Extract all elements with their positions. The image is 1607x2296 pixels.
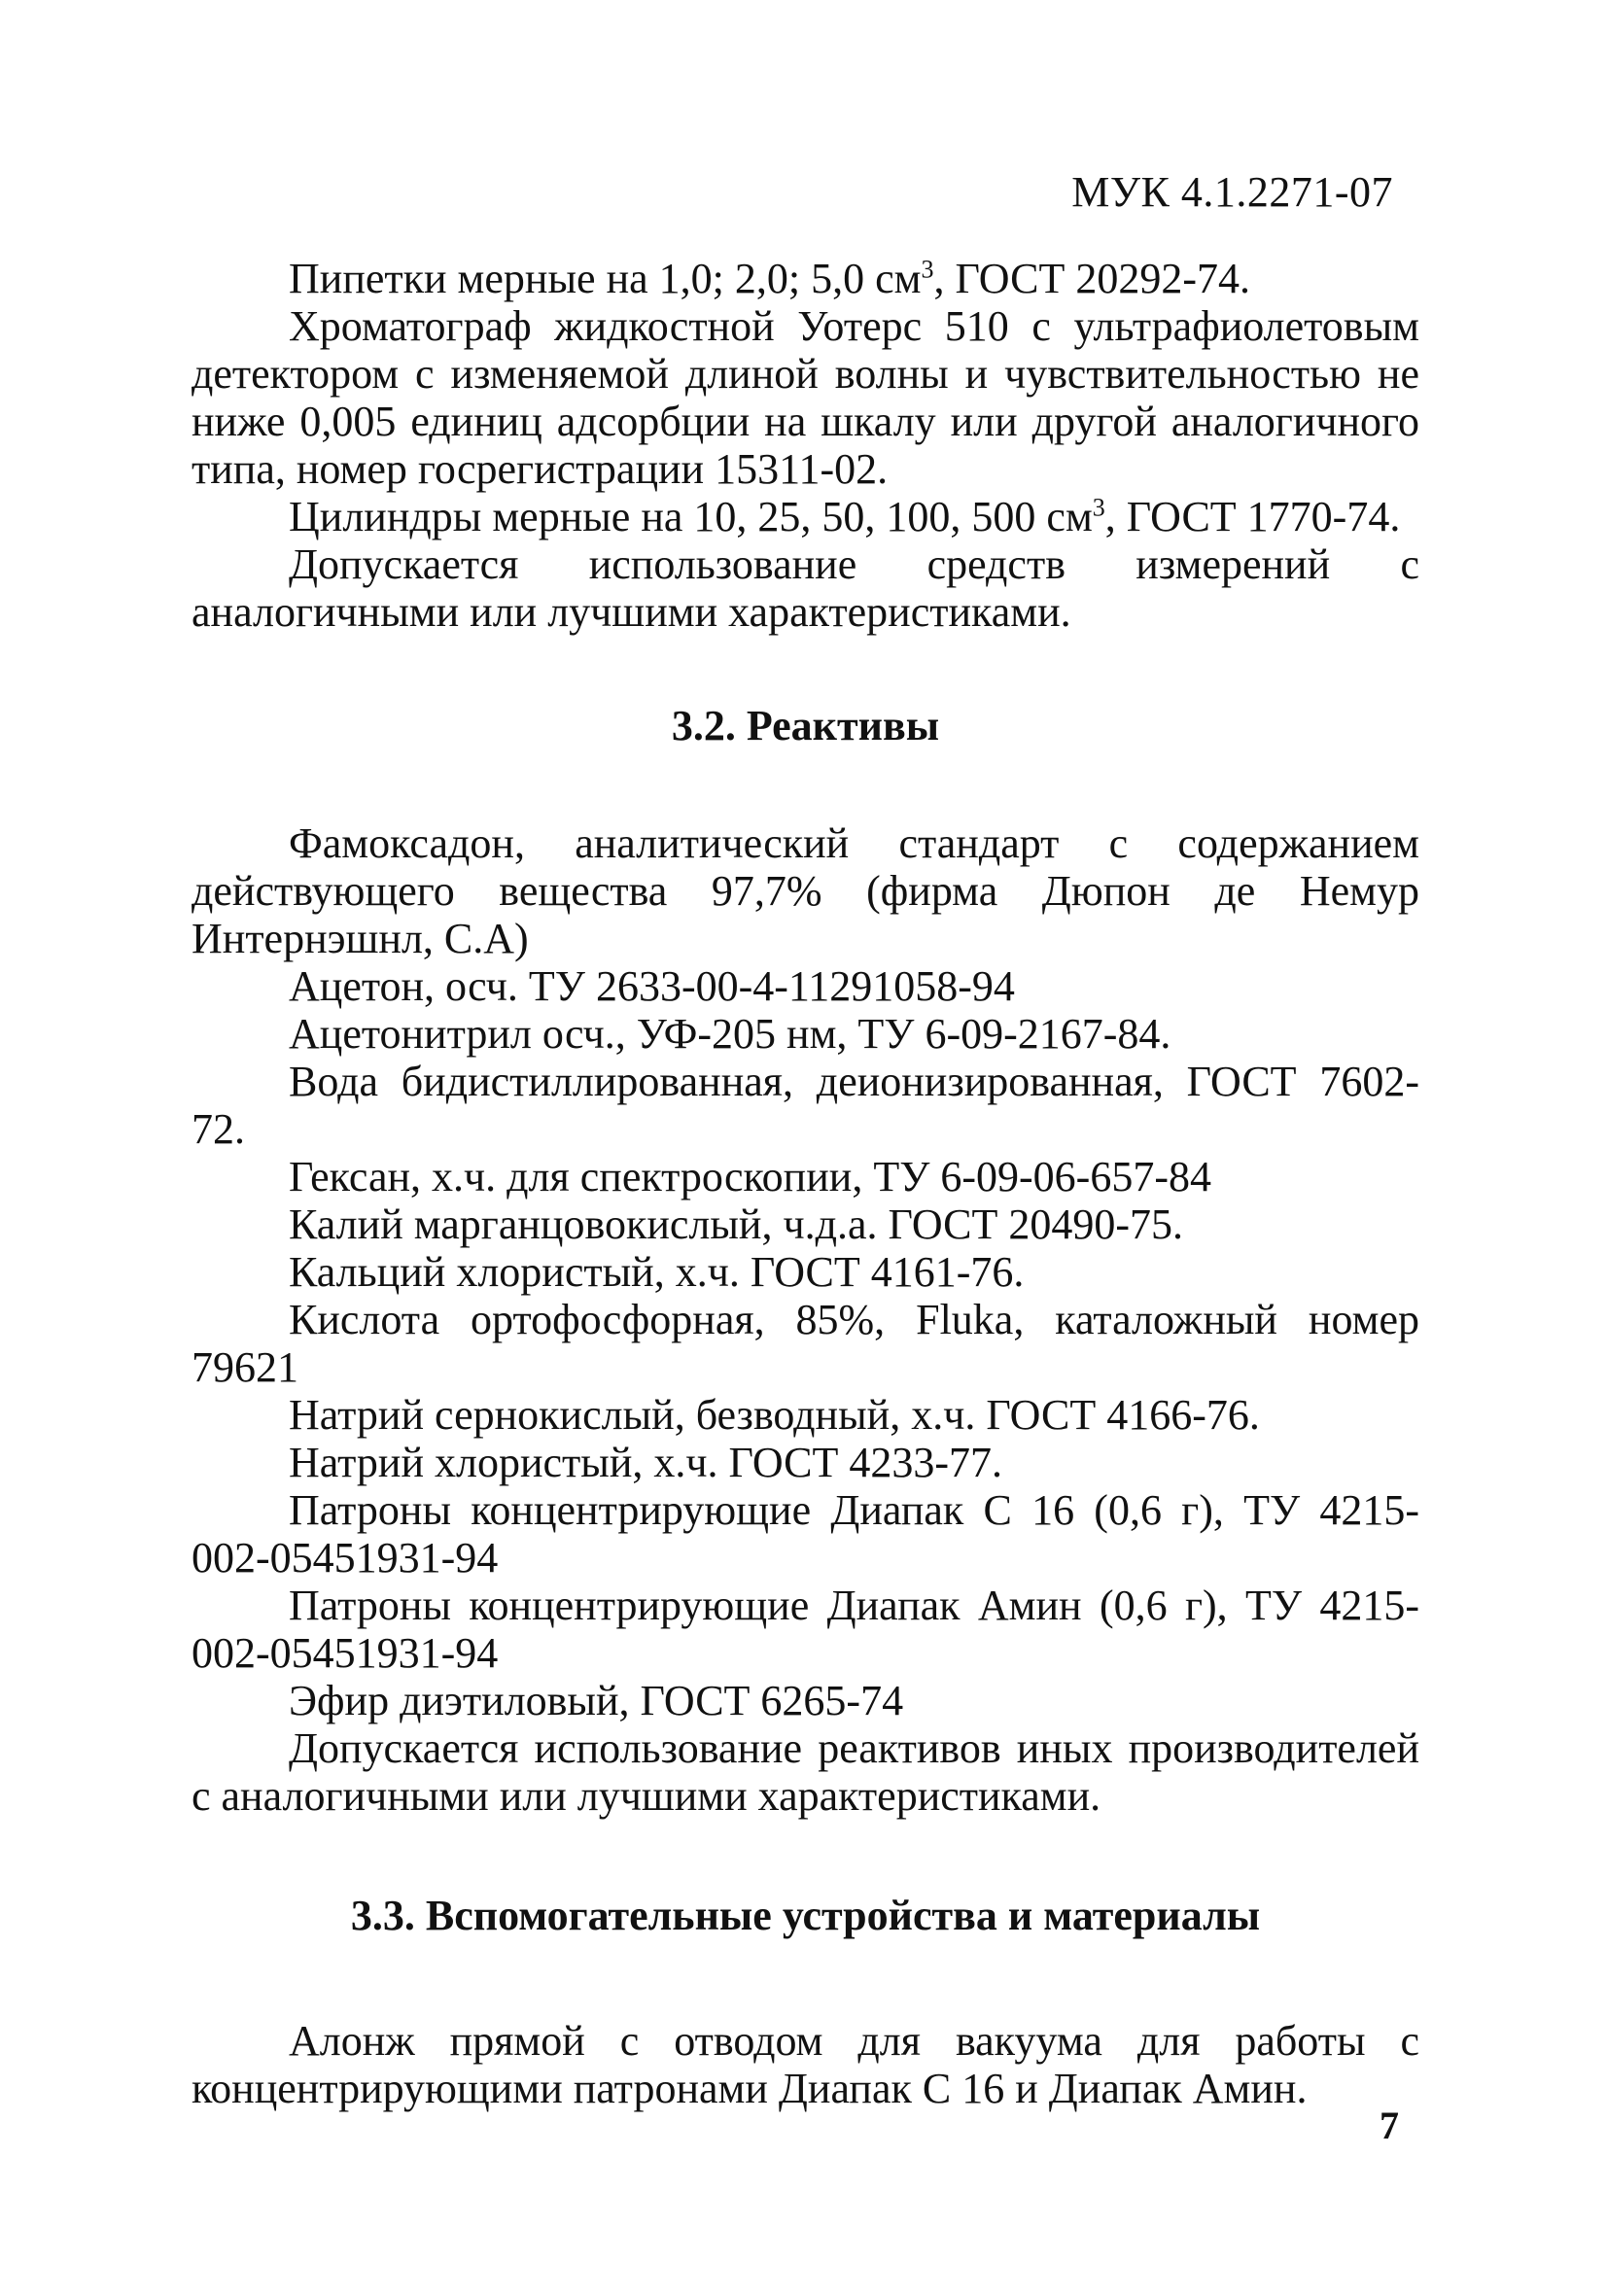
reagent-item: Кислота ортофосфорная, 85%, Fluka, каталожный номер 79621 (192, 1296, 1419, 1391)
paragraph-auxiliary: Алонж прямой с отводом для вакуума для работы с концентрирующими патронами Диапак С 16 и Диапак Амин. (192, 2017, 1419, 2112)
reagent-item: Кальций хлористый, х.ч. ГОСТ 4161-76. (289, 1248, 1025, 1296)
reagent-item: Калий марганцовокислый, ч.д.а. ГОСТ 20490-75. (289, 1200, 1184, 1248)
pipettes-text: Пипетки мерные на 1,0; 2,0; 5,0 см (289, 255, 922, 302)
paragraph-equipment-allowance: Допускается использование средств измерений с аналогичными или лучшими характеристиками. (192, 540, 1419, 636)
cylinders-standard: , ГОСТ 1770-74. (1104, 493, 1401, 540)
reagent-item: Вода бидистиллированная, деионизированная, ГОСТ 7602-72. (192, 1058, 1419, 1153)
cylinders-unit-superscript: 3 (1092, 493, 1105, 522)
section-heading-reagents: 3.2. Реактивы (671, 702, 940, 749)
reagent-item: Натрий хлористый, х.ч. ГОСТ 4233-77. (289, 1439, 1003, 1486)
reagent-item: Ацетонитрил осч., УФ-205 нм, ТУ 6-09-2167-84. (289, 1010, 1171, 1058)
page-number: 7 (1380, 2104, 1399, 2147)
reagent-item: Ацетон, осч. ТУ 2633-00-4-11291058-94 (289, 962, 1015, 1010)
paragraph-chromatograph: Хроматограф жидкостной Уотерс 510 с ультрафиолетовым детектором с изменяемой длиной волны и чувствительностью не ниже 0,005 единиц адсорбции на шкалу или другой аналогичного типа, номер госрегистрации 15311-02. (192, 302, 1419, 493)
cylinders-text: Цилиндры мерные на 10, 25, 50, 100, 500 см (289, 493, 1093, 540)
paragraph-pipettes (192, 255, 1419, 302)
document-code: МУК 4.1.2271-07 (1071, 168, 1393, 216)
reagent-item: Патроны концентрирующие Диапак Амин (0,6 г), ТУ 4215-002-05451931-94 (192, 1582, 1419, 1677)
reagent-item: Патроны концентрирующие Диапак С 16 (0,6 г), ТУ 4215-002-05451931-94 (192, 1486, 1419, 1582)
pipettes-unit-superscript: 3 (921, 255, 934, 284)
reagent-item: Натрий сернокислый, безводный, х.ч. ГОСТ 4166-76. (289, 1391, 1260, 1439)
reagent-item: Эфир диэтиловый, ГОСТ 6265-74 (289, 1677, 904, 1724)
pipettes-standard: , ГОСТ 20292-74. (933, 255, 1250, 302)
section-heading-auxiliary: 3.3. Вспомогательные устройства и материалы (350, 1892, 1261, 1939)
reagent-item: Фамоксадон, аналитический стандарт с содержанием действующего вещества 97,7% (фирма Дюпон де Немур Интернэшнл, С.А) (192, 819, 1419, 962)
paragraph-cylinders (192, 493, 1419, 540)
page-content (192, 255, 1419, 2112)
reagent-item: Гексан, х.ч. для спектроскопии, ТУ 6-09-06-657-84 (289, 1153, 1211, 1200)
paragraph-reagents-allowance: Допускается использование реактивов иных производителей с аналогичными или лучшими характеристиками. (192, 1724, 1419, 1820)
